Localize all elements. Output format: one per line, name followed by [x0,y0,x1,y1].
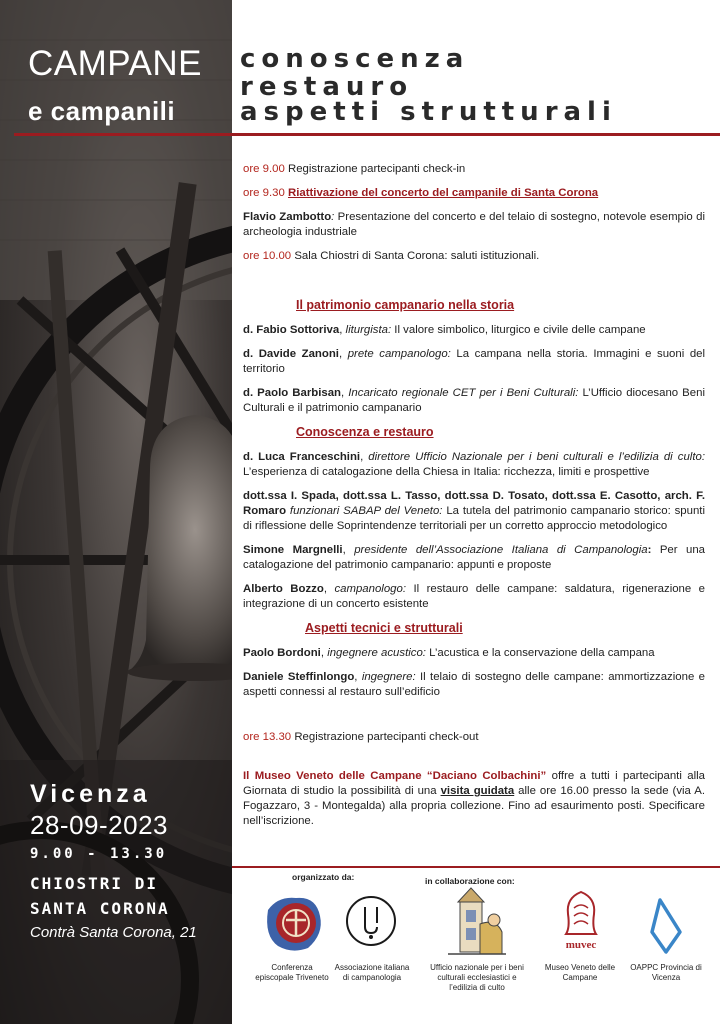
oappc-logo [646,896,686,956]
topic-aspetti-strutturali: aspetti strutturali [240,97,617,127]
speaker-role: : [331,211,335,223]
program-item: d. Fabio Sottoriva, liturgista: Il valore simbolico, liturgico e civile delle campane [243,324,646,336]
item-text: Sala Chiostri di Santa Corona: saluti istituzionali. [294,250,540,262]
time-label: ore 9.00 [243,163,285,175]
talk-title: Per una catalogazione del patrimonio campanario: appunti e proposte [243,544,706,571]
speaker-name: d. Luca Franceschini [243,451,361,463]
event-venue-line2: SANTA CORONA [30,899,170,918]
item-text: Riattivazione del concerto del campanile di Santa Corona [287,187,599,199]
talk-title: Il restauro delle campane: saldatura, rigenerazione e integrazione di un concerto esistente [243,583,705,610]
topic-restauro: restauro [240,72,414,102]
talk-title: Il telaio di sostegno delle campane: ammortizzazione e aspetti connessi al restauro sull’edificio [243,671,705,698]
program-item [243,249,705,264]
muvec-logo [556,888,606,952]
speaker-role: ingegnere: [361,671,416,683]
speaker-role: ingegnere acustico: [327,647,426,659]
item-text: Registrazione partecipanti check-out [294,731,479,743]
bell-wheel-illustration [0,0,232,1024]
logo-caption: Associazione italiana di campanologia [334,963,410,982]
beni-culturali-logo [440,884,512,960]
talk-title: Presentazione del concerto e del telaio di sostegno, notevole esempio di archeologia industriale [243,211,705,238]
talk-title: Il valore simbolico, liturgico e civile delle campane [391,324,646,336]
organized-by-label: organizzato da: [292,872,355,882]
collaboration-label: in collaborazione con: [425,876,515,886]
program-list [243,162,705,838]
conferenza-episcopale-logo [258,890,328,956]
museum-text: alle ore 16.00 presso la sede (via A. Fogazzaro, 3 - Montegalda) alla propria collezione. Fino ad esaurimento posti. Specificare nell’iscrizione. [243,785,705,827]
program-item: Alberto Bozzo, campanologo: Il restauro delle campane: saldatura, rigenerazione e integrazione di un concerto esistente [243,583,705,610]
event-hours: 9.00 - 13.30 [30,846,168,862]
logo-caption: Museo Veneto delle Campane [544,963,616,982]
event-city: Vicenza [30,780,151,808]
program-item: Simone Margnelli, presidente dell’Associazione Italiana di Campanologia: Per una catalogazione del patrimonio campanario: appunti e proposte [243,544,706,571]
speaker-role: prete campanologo: [347,348,451,360]
section-heading: Conoscenza e restauro [296,425,434,439]
program-item [243,489,705,534]
title-campanili: e campanili [28,96,176,126]
museum-notice [243,769,705,829]
program-item: Daniele Steffinlongo, ingegnere: Il telaio di sostegno delle campane: ammortizzazione e aspetti connessi al restauro sull’edificio [243,671,705,698]
program-item: d. Luca Franceschini, direttore Ufficio Nazionale per i beni culturali e l’edilizia di culto: L’esperienza di catalogazione della Chiesa in Italia: ricchezza, limiti e prospettive [243,451,705,478]
museum-name: Il Museo Veneto delle Campane “Daciano Colbachini” [243,770,547,782]
item-text: Registrazione partecipanti check-in [287,163,466,175]
topic-conoscenza: conoscenza [240,44,470,74]
speaker-name: dott.ssa I. Spada, dott.ssa L. Tasso, dott.ssa D. Tosato, dott.ssa E. Casotto, arch. F. Romaro [243,490,705,517]
bell-clapper-logo [343,893,399,949]
speaker-role: Incaricato regionale CET per i Beni Culturali: [348,387,579,399]
program-item: d. Davide Zanoni, prete campanologo: La campana nella storia. Immagini e suoni del territorio [243,348,706,375]
talk-title: L’acustica e la conservazione della campana [425,647,655,659]
time-label: ore 9.30 [243,187,285,199]
event-date: 28-09-2023 [30,810,168,840]
speaker-role: direttore Ufficio Nazionale per i beni culturali e l’edilizia di culto: [368,451,705,463]
speaker-name: Daniele Steffinlongo [243,671,355,683]
title-campane: CAMPANE [28,44,202,83]
event-venue-line1: CHIOSTRI DI [30,874,158,893]
talk-title: La campana nella storia. Immagini e suoni del territorio [243,348,706,375]
speaker-name: Alberto Bozzo [243,583,324,595]
time-label: ore 10.00 [243,250,292,262]
speaker-name: Flavio Zambotto [243,211,332,223]
speaker-role: campanologo: [334,583,407,595]
program-item: Paolo Bordoni, ingegnere acustico: L’acustica e la conservazione della campana [243,647,655,659]
speaker-name: d. Davide Zanoni [243,348,339,360]
section-heading: Aspetti tecnici e strutturali [305,621,463,635]
guided-visit-link[interactable]: visita guidata [440,785,515,797]
talk-title: L’Ufficio diocesano Beni Culturali e il patrimonio campanario [243,387,705,414]
speaker-name: Simone Margnelli [243,544,343,556]
logo-caption: Ufficio nazionale per i beni culturali ecclesiastici e l’edilizia di culto [430,963,524,992]
speaker-name: Paolo Bordoni [243,647,321,659]
logo-caption: OAPPC Provincia di Vicenza [630,963,702,982]
program-item [243,210,705,240]
program-item [243,730,705,745]
speaker-name: d. Fabio Sottoriva [243,324,340,336]
program-item: d. Paolo Barbisan, Incaricato regionale CET per i Beni Culturali: L’Ufficio diocesano Beni Culturali e il patrimonio campanario [243,387,705,414]
program-item [243,186,705,201]
section-heading: Il patrimonio campanario nella storia [296,298,515,312]
footer-divider [232,866,720,868]
speaker-name: d. Paolo Barbisan [243,387,342,399]
muvec-wordmark: muvec [565,939,597,951]
speaker-colon: : [647,544,652,556]
talk-title: La tutela del patrimonio campanario storico: spunti di riflessione delle Soprintendenze territoriali per un corretto approccio metodologico [243,505,705,532]
time-label: ore 13.30 [243,731,292,743]
header-divider [14,133,720,136]
event-address: Contrà Santa Corona, 21 [30,924,197,941]
museum-text: offre a tutti i partecipanti alla Giornata di studio la possibilità di una [243,770,705,797]
bell-frame-photo [0,0,232,1024]
program-item [243,162,705,177]
speaker-role: funzionari SABAP del Veneto: [289,505,443,517]
speaker-role: presidente dell’Associazione Italiana di Campanologia [354,544,648,556]
speaker-role: liturgista: [345,324,392,336]
logo-caption: Conferenza episcopale Triveneto [255,963,329,982]
talk-title: L’esperienza di catalogazione della Chiesa in Italia: ricchezza, limiti e prospettive [243,466,650,478]
